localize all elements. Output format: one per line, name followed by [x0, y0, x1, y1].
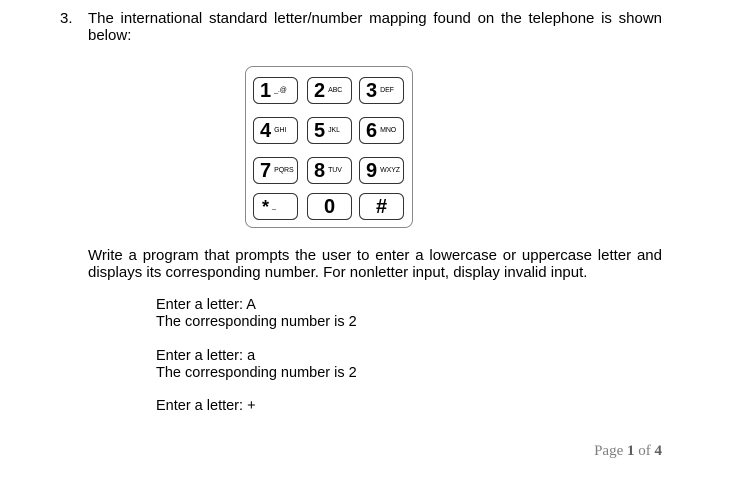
of-word: of [638, 443, 651, 459]
telephone-keypad-image [245, 66, 413, 228]
key-letters: TUV [328, 166, 342, 174]
key-letters: DEF [380, 86, 394, 94]
sample-output: The corresponding number is 2 [156, 365, 357, 381]
instructions-text: Write a program that prompts the user to enter a lowercase or uppercase letter and displays its corresponding number. For nonletter input, display invalid input. [88, 247, 662, 281]
key-letters: JKL [328, 126, 340, 134]
key-6 [359, 117, 404, 144]
key-digit: 0 [323, 195, 336, 218]
key-star [253, 193, 298, 220]
page-current: 1 [627, 443, 635, 459]
key-4 [253, 117, 298, 144]
sample-prompt: Enter a letter: A [156, 297, 256, 313]
key-digit: 1 [260, 79, 272, 102]
key-letters: ABC [328, 86, 343, 94]
key-5 [307, 117, 352, 144]
key-3 [359, 77, 404, 104]
key-digit: # [375, 195, 388, 218]
page-word: Page [594, 443, 624, 459]
key-2 [307, 77, 352, 104]
key-digit: 7 [260, 159, 272, 182]
key-7 [253, 157, 298, 184]
key-9 [359, 157, 404, 184]
question-number: 3. [60, 10, 73, 27]
sample-run-3 [156, 398, 256, 415]
key-hash [359, 193, 404, 220]
page-footer [594, 443, 662, 460]
key-digit: * [262, 196, 270, 217]
key-letters: _.@ [274, 86, 287, 94]
sample-run-1 [156, 297, 357, 331]
key-letters: GHI [274, 126, 287, 134]
key-letters: _ [272, 202, 276, 210]
key-digit: 6 [366, 119, 378, 142]
key-digit: 2 [314, 79, 326, 102]
key-letters: PQRS [274, 166, 294, 174]
key-digit: 4 [260, 119, 272, 142]
sample-run-2 [156, 348, 357, 382]
key-digit: 3 [366, 79, 378, 102]
page-total: 4 [654, 443, 662, 459]
key-letters: WXYZ [380, 166, 400, 174]
sample-output: The corresponding number is 2 [156, 314, 357, 330]
key-1 [253, 77, 298, 104]
key-digit: 9 [366, 159, 378, 182]
question-text: The international standard letter/number mapping found on the telephone is shown below: [88, 10, 662, 44]
key-digit: 5 [314, 119, 326, 142]
key-8 [307, 157, 352, 184]
key-digit: 8 [314, 159, 326, 182]
sample-prompt: Enter a letter: a [156, 348, 256, 364]
sample-prompt: Enter a letter: + [156, 398, 256, 414]
key-0 [307, 193, 352, 220]
key-letters: MNO [380, 126, 397, 134]
